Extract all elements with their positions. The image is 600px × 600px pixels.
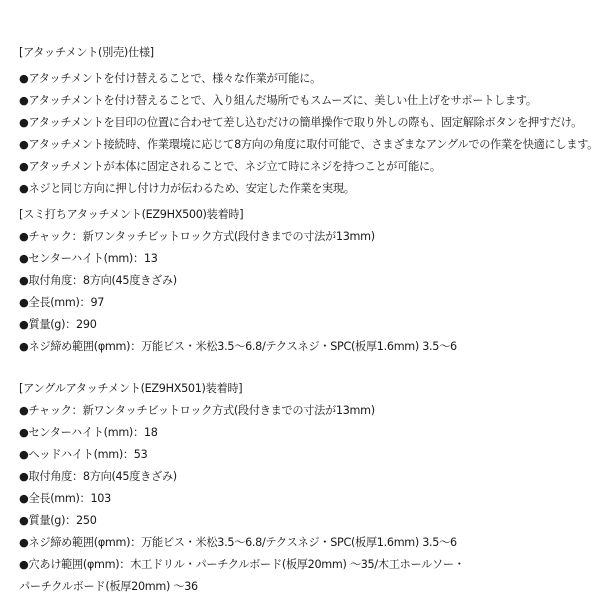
list-item: ●センターハイト(mm)：18 [19,426,158,439]
list-item: ●取付角度：8方向(45度きざみ) [19,274,177,287]
list-item: ●穴あけ範囲(φmm)：木工ドリル・パーチクルボード(板厚20mm) 〜35/木工ホールソー・ [19,558,465,571]
list-item: ●ネジ締め範囲(φmm)：万能ビス・米松3.5〜6.8/テクスネジ・SPC(板厚1.6mm) 3.5〜6 [19,340,457,353]
list-item: ●アタッチメントが本体に固定されることで、ネジ立て時にネジを持つことが可能に。 [19,160,441,173]
list-item: ●センターハイト(mm)：13 [19,252,158,265]
list-item: ●ネジと同じ方向に押し付け力が伝わるため、安定した作業を実現。 [19,182,355,195]
list-item: ●全長(mm)：97 [19,296,105,309]
section-heading: [アングルアタッチメント(EZ9HX501)装着時] [19,382,243,395]
list-item: ●アタッチメントを目印の位置に合わせて差し込むだけの簡単操作で取り外しの際も、固定解除ボタンを押すだけ。 [19,116,583,129]
section-heading: [アタッチメント(別売)仕様] [19,46,154,59]
list-item: ●アタッチメントを付け替えることで、様々な作業が可能に。 [19,72,321,85]
section-angle-attachment [19,378,594,598]
list-item-continuation: パーチクルボード(板厚20mm) 〜36 [19,580,198,593]
list-item: ●ネジ締め範囲(φmm)：万能ビス・米松3.5〜6.8/テクスネジ・SPC(板厚1.6mm) 3.5〜6 [19,536,457,549]
section-sumiuchi-attachment [19,204,594,358]
list-item: ●チャック：新ワンタッチビットロック方式(段付きまでの寸法が13mm) [19,230,375,243]
list-item: ●アタッチメント接続時、作業環境に応じて8方向の角度に取付可能で、さまざまなアングルでの作業を快適にします。 [19,138,599,151]
section-heading: [スミ打ちアタッチメント(EZ9HX500)装着時] [19,208,244,221]
list-item: ●アタッチメントを付け替えることで、入り組んだ場所でもスムーズに、美しい仕上げをサポートします。 [19,94,537,107]
list-item: ●全長(mm)：103 [19,492,111,505]
list-item: ●チャック：新ワンタッチビットロック方式(段付きまでの寸法が13mm) [19,404,375,417]
list-item: ●質量(g)：290 [19,318,97,331]
section-attachment-specs [19,42,599,200]
list-item: ●質量(g)：250 [19,514,97,527]
spec-document [19,42,599,598]
list-item: ●取付角度：8方向(45度きざみ) [19,470,177,483]
list-item: ●ヘッドハイト(mm)：53 [19,448,148,461]
